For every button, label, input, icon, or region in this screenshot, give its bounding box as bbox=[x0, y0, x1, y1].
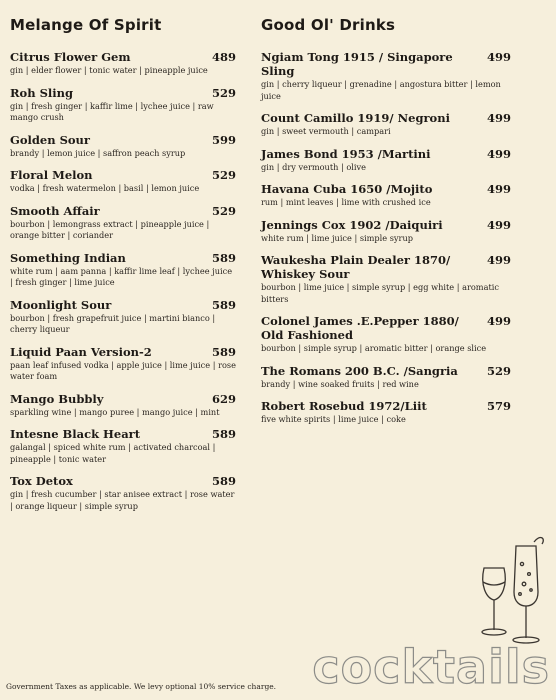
right-menu-list bbox=[261, 50, 511, 426]
item-name: The Romans 200 B.C. /Sangria bbox=[261, 363, 458, 378]
left-menu-list bbox=[10, 50, 236, 512]
item-name: Tox Detox bbox=[10, 474, 73, 488]
menu-item bbox=[10, 392, 236, 419]
item-name: Floral Melon bbox=[10, 168, 93, 182]
item-price: 589 bbox=[211, 474, 236, 488]
item-name: Smooth Affair bbox=[10, 203, 100, 218]
item-ingredients: gin | dry vermouth | olive bbox=[261, 161, 366, 172]
menu-item bbox=[261, 314, 511, 355]
item-name: Ngiam Tong 1915 / Singapore Sling bbox=[261, 50, 453, 78]
item-price: 489 bbox=[211, 50, 236, 64]
item-ingredients: gin | fresh ginger | kaffir lime | lychee juice | raw mango crush bbox=[10, 100, 214, 122]
item-price: 529 bbox=[211, 168, 236, 182]
item-ingredients: brandy | lemon juice | saffron peach syrup bbox=[10, 147, 186, 158]
item-ingredients: white rum | aam panna | kaffir lime leaf | lychee juice | fresh ginger | lime juice bbox=[10, 265, 233, 287]
item-name: Count Camillo 1919/ Negroni bbox=[261, 111, 450, 125]
item-price: 499 bbox=[486, 253, 511, 267]
item-name: James Bond 1953 /Martini bbox=[261, 146, 431, 161]
item-ingredients: brandy | wine soaked fruits | red wine bbox=[261, 378, 419, 389]
menu-item bbox=[261, 50, 511, 102]
item-name: Roh Sling bbox=[10, 85, 74, 100]
item-price: 589 bbox=[211, 250, 236, 265]
menu-item bbox=[261, 399, 511, 426]
item-ingredients: paan leaf infused vodka | apple juice | lime juice | rose water foam bbox=[10, 359, 236, 381]
menu-item bbox=[261, 182, 511, 209]
item-price: 579 bbox=[486, 399, 511, 413]
menu-item bbox=[10, 204, 236, 242]
item-price: 599 bbox=[211, 132, 236, 147]
item-ingredients: vodka | fresh watermelon | basil | lemon juice bbox=[10, 183, 200, 193]
item-ingredients: gin | cherry liqueur | grenadine | angostura bitter | lemon juice bbox=[261, 79, 501, 101]
item-price: 499 bbox=[486, 50, 511, 64]
item-name: Liquid Paan Version-2 bbox=[10, 344, 152, 359]
item-price: 629 bbox=[211, 391, 236, 406]
section-heading-melange: Melange Of Spirit bbox=[10, 16, 162, 34]
menu-item bbox=[10, 474, 236, 512]
item-name: Waukesha Plain Dealer 1870/ Whiskey Sour bbox=[261, 253, 451, 281]
item-ingredients: white rum | lime juice | simple syrup bbox=[261, 232, 413, 243]
menu-item bbox=[261, 253, 511, 305]
item-price: 589 bbox=[211, 297, 236, 312]
menu-item bbox=[10, 50, 236, 77]
menu-item bbox=[10, 345, 236, 383]
right-column bbox=[261, 14, 511, 435]
item-name: Golden Sour bbox=[10, 132, 90, 147]
item-ingredients: gin | elder flower | tonic water | pineapple juice bbox=[10, 65, 208, 75]
item-name: Moonlight Sour bbox=[10, 297, 112, 312]
item-name: Havana Cuba 1650 /Mojito bbox=[261, 182, 433, 196]
section-heading-good-ol: Good Ol' Drinks bbox=[261, 16, 396, 34]
item-price: 499 bbox=[486, 314, 511, 328]
item-ingredients: gin | sweet vermouth | campari bbox=[261, 126, 391, 136]
item-name: Citrus Flower Gem bbox=[10, 50, 131, 64]
menu-item bbox=[261, 364, 511, 391]
item-ingredients: bourbon | simple syrup | aromatic bitter | orange slice bbox=[261, 343, 487, 353]
menu-item bbox=[10, 168, 236, 195]
item-price: 499 bbox=[486, 217, 511, 232]
item-ingredients: bourbon | fresh grapefruit juice | martini bianco | cherry liqueur bbox=[10, 312, 216, 334]
menu-item bbox=[10, 86, 236, 124]
menu-item bbox=[261, 111, 511, 138]
item-name: Jennings Cox 1902 /Daiquiri bbox=[261, 217, 443, 232]
item-name: Colonel James .E.Pepper 1880/ Old Fashioned bbox=[261, 314, 459, 342]
item-ingredients: galangal | spiced white rum | activated charcoal | pineapple | tonic water bbox=[10, 442, 216, 464]
item-ingredients: gin | fresh cucumber | star anisee extract | rose water | orange liqueur | simple syrup bbox=[10, 489, 235, 511]
item-ingredients: rum | mint leaves | lime with crushed ice bbox=[261, 197, 431, 207]
item-price: 499 bbox=[486, 111, 511, 125]
item-ingredients: bourbon | lime juice | simple syrup | egg white | aromatic bitters bbox=[261, 282, 499, 304]
menu-item bbox=[10, 133, 236, 160]
item-price: 589 bbox=[211, 427, 236, 441]
item-ingredients: sparkling wine | mango puree | mango juice | mint bbox=[10, 406, 220, 417]
cocktails-watermark: cocktails bbox=[312, 640, 550, 694]
menu-item bbox=[10, 427, 236, 465]
item-name: Mango Bubbly bbox=[10, 391, 104, 406]
cocktail-glasses-icon bbox=[474, 530, 548, 650]
item-price: 529 bbox=[486, 363, 511, 378]
item-ingredients: five white spirits | lime juice | coke bbox=[261, 414, 406, 424]
item-price: 499 bbox=[486, 146, 511, 161]
item-name: Intesne Black Heart bbox=[10, 427, 141, 441]
footer-note: Government Taxes as applicable. We levy optional 10% service charge. bbox=[6, 682, 277, 691]
item-name: Robert Rosebud 1972/Liit bbox=[261, 399, 427, 413]
item-ingredients: bourbon | lemongrass extract | pineapple juice | orange bitter | coriander bbox=[10, 218, 210, 240]
item-price: 499 bbox=[486, 182, 511, 196]
left-column bbox=[10, 14, 236, 521]
item-price: 529 bbox=[211, 85, 236, 100]
menu-item bbox=[10, 298, 236, 336]
item-name: Something Indian bbox=[10, 250, 126, 265]
menu-item bbox=[10, 251, 236, 289]
menu-item bbox=[261, 147, 511, 174]
item-price: 529 bbox=[211, 203, 236, 218]
item-price: 589 bbox=[211, 344, 236, 359]
menu-item bbox=[261, 218, 511, 245]
